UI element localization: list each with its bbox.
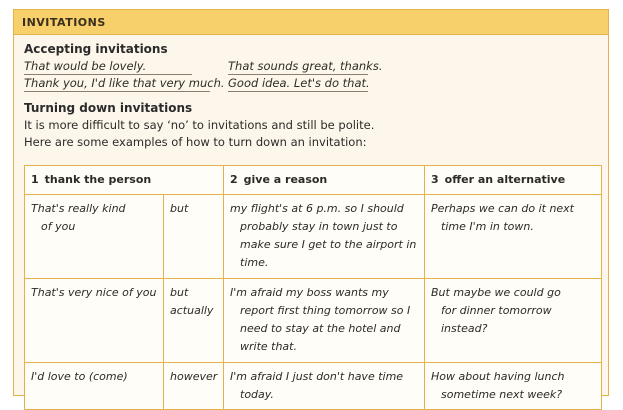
invitations-panel bbox=[13, 9, 609, 401]
thank-cell: I'd love to (come) bbox=[25, 363, 164, 410]
table-row bbox=[25, 195, 602, 279]
accepting-phrase: Good idea. Let's do that. bbox=[228, 76, 370, 90]
table-row bbox=[25, 363, 602, 410]
alternative-cell: Perhaps we can do it next time I'm in town. bbox=[425, 195, 602, 279]
turning-down-heading: Turning down invitations bbox=[24, 101, 193, 115]
column-header: 1 thank the person bbox=[25, 166, 224, 195]
reason-cell: my flight's at 6 p.m. so I should probably stay in town just to make sure I get to the airport in time. bbox=[224, 195, 425, 279]
column-header: 2 give a reason bbox=[224, 166, 425, 195]
connector-cell: but bbox=[164, 195, 224, 279]
table-row bbox=[25, 279, 602, 363]
accepting-phrase: That would be lovely. bbox=[24, 59, 192, 75]
alternative-cell: But maybe we could go for dinner tomorrow instead? bbox=[425, 279, 602, 363]
table-header-row bbox=[25, 166, 602, 195]
column-header: 3 offer an alternative bbox=[425, 166, 602, 195]
thank-cell: That's really kind of you bbox=[25, 195, 164, 279]
panel-title: INVITATIONS bbox=[22, 15, 106, 29]
accepting-heading: Accepting invitations bbox=[24, 42, 168, 56]
accepting-phrase: Thank you, I'd like that very much. bbox=[24, 76, 225, 90]
thank-cell: That's very nice of you bbox=[25, 279, 164, 363]
phrases-table bbox=[24, 165, 602, 410]
intro-text: Here are some examples of how to turn down an invitation: bbox=[24, 135, 367, 149]
reason-cell: I'm afraid I just don't have time today. bbox=[224, 363, 425, 410]
panel-header bbox=[14, 10, 608, 35]
accepting-phrase: That sounds great, thanks. bbox=[228, 59, 383, 73]
reason-cell: I'm afraid my boss wants my report first thing tomorrow so I need to stay at the hotel and write that. bbox=[224, 279, 425, 363]
connector-cell: however bbox=[164, 363, 224, 410]
connector-cell: but actually bbox=[164, 279, 224, 363]
intro-text: It is more difficult to say ‘no’ to invitations and still be polite. bbox=[24, 118, 375, 132]
alternative-cell: How about having lunch sometime next week? bbox=[425, 363, 602, 410]
